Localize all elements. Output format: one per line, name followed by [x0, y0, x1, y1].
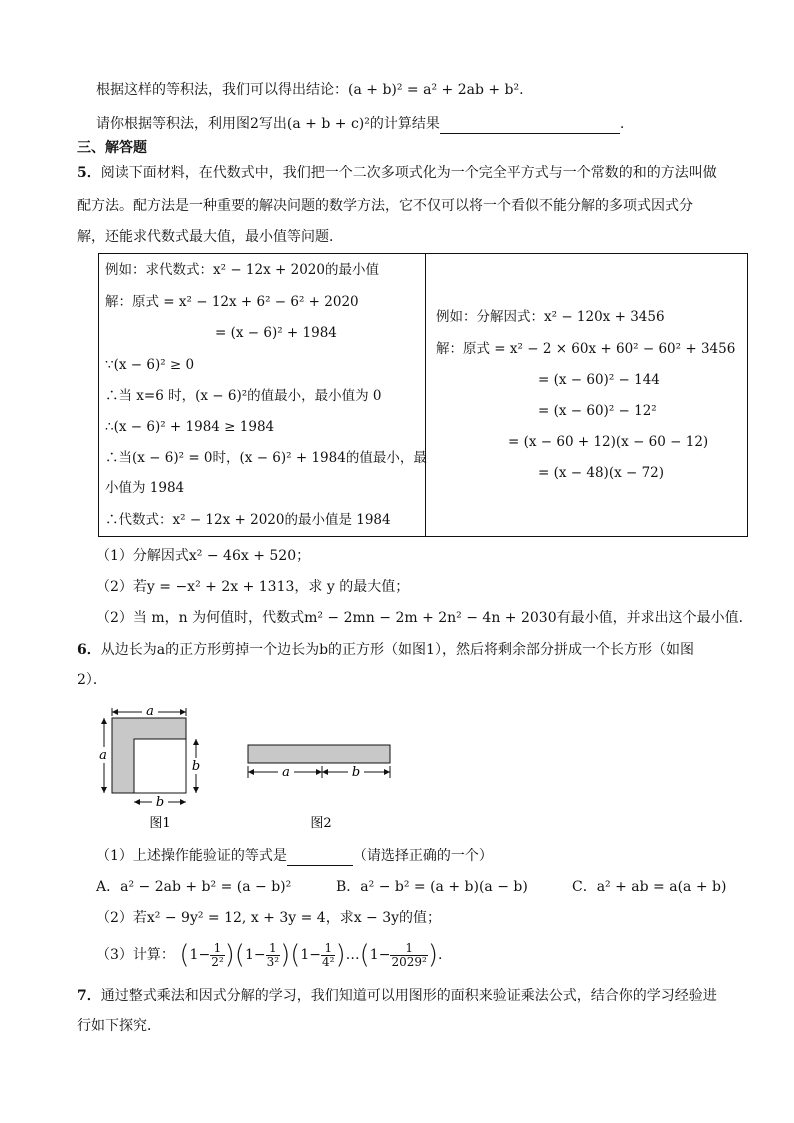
open-paren-3: (	[290, 940, 301, 970]
example-left-cell	[99, 254, 426, 537]
fraction-4-num: 1	[390, 942, 427, 956]
figure-2	[248, 745, 390, 831]
q5-number: 5．	[77, 165, 101, 181]
q6-sub-3-text: （3）计算：	[96, 947, 175, 963]
q6-sub-3-end: .	[437, 947, 443, 963]
figure-2-rectangle	[248, 745, 390, 763]
minus-1: −	[198, 947, 211, 963]
fraction-4	[390, 942, 427, 969]
section-title: 三、解答题	[77, 140, 147, 156]
left-line-4: ∵(x − 6)² ≥ 0	[105, 357, 195, 373]
dim-bottom-arrow-right	[180, 799, 186, 805]
q6-sub-1-text: （1）上述操作能验证的等式是	[96, 848, 287, 864]
fraction-1-num: 1	[210, 942, 224, 956]
open-paren-2: (	[234, 940, 245, 970]
q6-number: 6．	[77, 642, 101, 658]
fraction-3-num: 1	[321, 942, 335, 956]
fraction-3-den: 4²	[322, 954, 335, 969]
close-paren-1: )	[224, 940, 235, 970]
q6-figures	[90, 700, 410, 835]
left-line-3: = (x − 6)² + 1984	[215, 325, 337, 341]
dim-left-arrow-top	[101, 718, 107, 724]
minus-4: −	[378, 947, 391, 963]
q5-sub-1: （1）分解因式x² − 46x + 520；	[96, 548, 311, 564]
label-a-rect: a	[282, 765, 290, 780]
dim-bottom-arrow-left	[134, 799, 140, 805]
left-line-9: ∴代数式：x² − 12x + 2020的最小值是 1984	[105, 512, 391, 528]
q6-intro-2: 2）．	[77, 672, 107, 688]
dim-rect-arrow-2	[316, 769, 322, 775]
option-c[interactable]: C．a² + ab = a(a + b)	[572, 879, 727, 895]
fraction-3	[321, 942, 335, 969]
answer-blank[interactable]	[440, 117, 620, 134]
label-b-right: b	[191, 759, 201, 774]
right-line-3: = (x − 60)² − 144	[538, 372, 660, 388]
figure-1-shaded-region	[112, 718, 186, 793]
right-line-2: 解：原式 = x² − 2 × 60x + 60² − 60² + 3456	[436, 341, 736, 357]
left-line-1: 例如：求代数式：x² − 12x + 2020的最小值	[105, 262, 379, 278]
q6-intro-1	[77, 640, 694, 660]
q6-sub-1-hint: （请选择正确的一个）	[352, 848, 493, 864]
q6-intro-1-text: 从边长为a的正方形剪掉一个边长为b的正方形（如图1），然后将剩余部分拼成一个长方形（如图	[100, 642, 694, 658]
option-a[interactable]: A．a² − 2ab + b² = (a − b)²	[96, 879, 292, 895]
example-right-cell	[426, 254, 748, 537]
fraction-2-num: 1	[266, 942, 280, 956]
dim-top-arrow-left	[112, 709, 118, 715]
figure-1	[95, 703, 205, 831]
q7-intro-1-text: 通过整式乘法和因式分解的学习，我们知道可以用图形的面积来验证乘法公式，结合你的学习经验进	[100, 988, 717, 1004]
right-line-4: = (x − 60)² − 12²	[538, 403, 657, 419]
right-line-6: = (x − 48)(x − 72)	[538, 465, 665, 481]
fraction-1-den: 2²	[211, 954, 224, 969]
q5-intro-3: 解，还能求代数式最大值，最小值等问题．	[77, 229, 343, 245]
dim-left-arrow-bottom	[101, 787, 107, 793]
right-line-1: 例如：分解因式：x² − 120x + 3456	[436, 309, 665, 325]
left-line-6: ∴(x − 6)² + 1984 ≥ 1984	[105, 419, 275, 435]
q7-number: 7．	[77, 988, 101, 1004]
q5-example-table	[98, 253, 748, 537]
left-line-2: 解：原式 = x² − 12x + 6² − 6² + 2020	[105, 294, 359, 310]
label-b-rect: b	[351, 765, 361, 780]
dim-rect-arrow-1	[248, 769, 254, 775]
dim-right-arrow-top	[193, 739, 199, 745]
label-b-bottom: b	[155, 795, 165, 810]
one-2: 1	[244, 947, 254, 963]
q6-sub-2: （2）若x² − 9y² = 12, x + 3y = 4，求x − 3y的值；	[96, 910, 442, 926]
q5-sub-3: （2）当 m，n 为何值时，代数式m² − 2mn − 2m + 2n² − 4n + 2030有最小值，并求出这个最小值．	[96, 610, 753, 626]
open-paren-1: (	[179, 940, 190, 970]
one-3: 1	[300, 947, 310, 963]
figure-2-caption: 图2	[310, 816, 332, 831]
dim-rect-arrow-4	[384, 769, 390, 775]
label-a-top: a	[146, 704, 154, 719]
close-paren-3: )	[335, 940, 346, 970]
q6-sub-3	[96, 937, 442, 973]
question-line-end: .	[619, 116, 625, 132]
one-4: 1	[369, 947, 379, 963]
fraction-2	[266, 942, 280, 969]
close-paren-4: )	[427, 940, 438, 970]
figure-1-inner-square	[134, 739, 186, 793]
right-line-5: = (x − 60 + 12)(x − 60 − 12)	[508, 434, 709, 450]
left-line-7: ∴当(x − 6)² = 0时，(x − 6)² + 1984的值最小，最	[105, 450, 427, 466]
minus-3: −	[309, 947, 322, 963]
dim-right-arrow-bottom	[193, 787, 199, 793]
q7-intro-2: 行如下探究．	[77, 1018, 161, 1034]
q6-answer-blank[interactable]	[287, 849, 353, 866]
dim-rect-arrow-3	[322, 769, 328, 775]
q5-intro-1-text: 阅读下面材料，在代数式中，我们把一个二次多项式化为一个完全平方式与一个常数的和的方法叫做	[100, 165, 717, 181]
fraction-2-den: 3²	[266, 954, 280, 969]
q5-intro-1	[77, 163, 717, 183]
left-line-8: 小值为 1984	[105, 480, 185, 496]
close-paren-2: )	[280, 940, 291, 970]
q6-sub-1	[96, 846, 493, 866]
question-line	[96, 114, 624, 134]
conclusion-line: 根据这样的等积法，我们可以得出结论：(a + b)² = a² + 2ab + b².	[96, 82, 524, 98]
figure-1-caption: 图1	[149, 816, 171, 831]
ellipsis: …	[345, 947, 360, 963]
open-paren-4: (	[359, 940, 370, 970]
option-b[interactable]: B．a² − b² = (a + b)(a − b)	[336, 879, 528, 895]
minus-2: −	[253, 947, 266, 963]
q5-sub-2: （2）若y = −x² + 2x + 1313，求 y 的最大值；	[96, 579, 410, 595]
dim-top-arrow-right	[180, 709, 186, 715]
question-line-text: 请你根据等积法，利用图2写出(a + b + c)²的计算结果	[96, 116, 440, 132]
fraction-1	[210, 942, 224, 969]
q5-intro-2: 配方法。配方法是一种重要的解决问题的数学方法，它不仅可以将一个看似不能分解的多项式因式分	[77, 198, 693, 214]
one-1: 1	[189, 947, 199, 963]
left-line-5: ∴当 x=6 时，(x − 6)²的值最小，最小值为 0	[105, 388, 382, 404]
fraction-4-den: 2029²	[391, 954, 427, 969]
label-a-left: a	[99, 748, 107, 763]
q7-intro-1	[77, 986, 717, 1006]
